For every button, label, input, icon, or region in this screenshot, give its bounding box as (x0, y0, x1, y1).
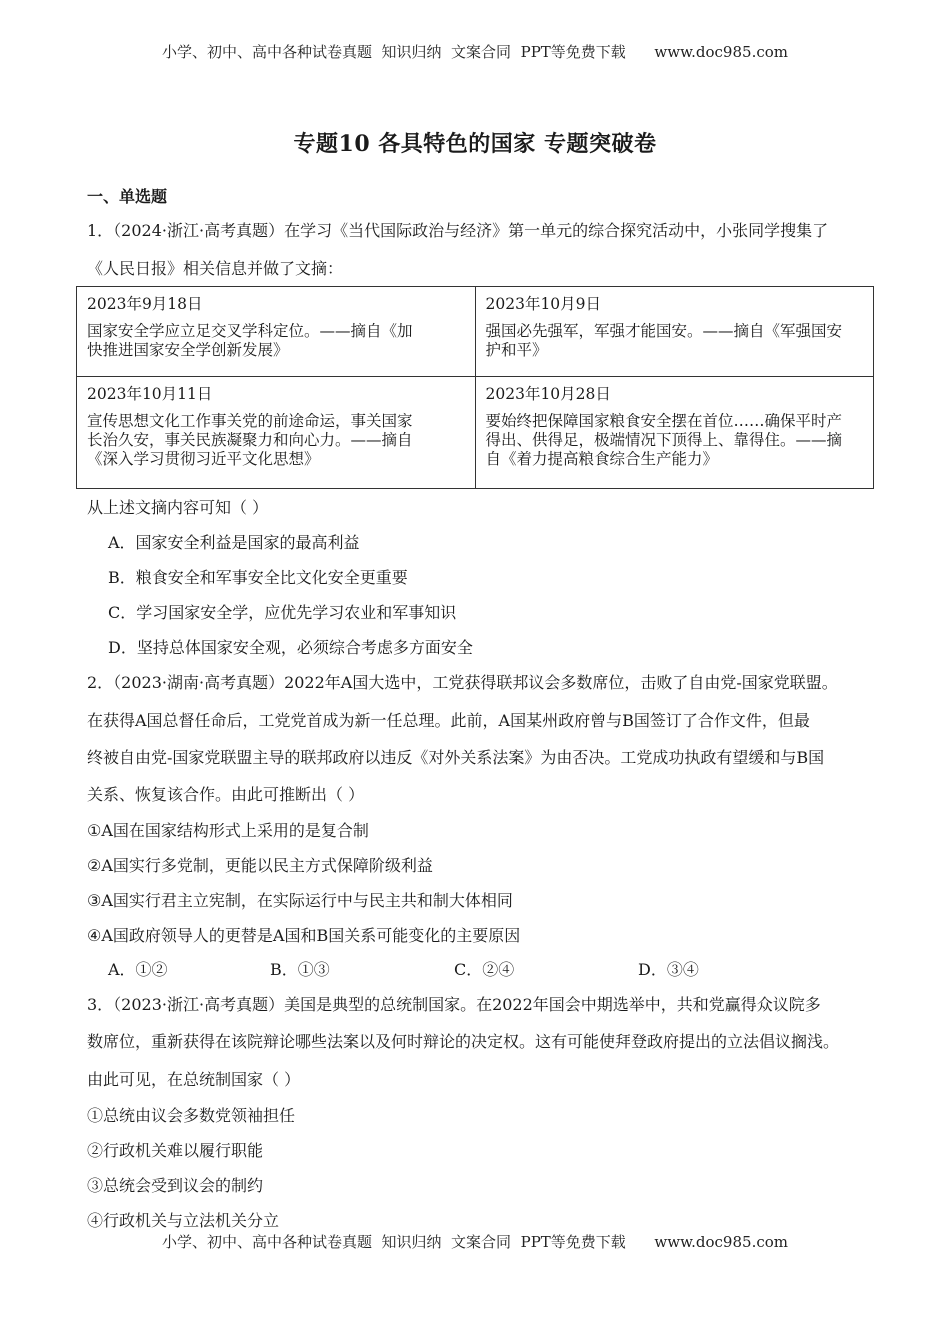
q3-statement-2: ②行政机关难以履行职能 (87, 1141, 264, 1160)
page-header: 小学、初中、高中各种试卷真题 知识归纳 文案合同 PPT等免费下载 www.doc985.com (161, 43, 788, 61)
excerpt-cell (77, 287, 476, 377)
q3-statement-3: ③总统会受到议会的制约 (87, 1176, 264, 1195)
q2-statement-3: ③A国实行君主立宪制，在实际运行中与民主共和制大体相同 (87, 891, 513, 910)
q2-choice-d: D．③④ (638, 960, 699, 979)
q2-statement-1: ①A国在国家结构形式上采用的是复合制 (87, 821, 369, 840)
excerpt-date: 2023年10月28日 (485, 385, 611, 403)
q2-stem-line-1: 2．（2023·湖南·高考真题）2022年A国大选中，工党获得联邦议会多数席位，击败了自由党-国家党联盟。 (87, 673, 838, 692)
excerpt-cell (77, 377, 476, 489)
document-title: 专题10 各具特色的国家 专题突破卷 (293, 131, 657, 157)
q1-option-a: A．国家安全利益是国家的最高利益 (108, 533, 360, 552)
q2-statement-2: ②A国实行多党制，更能以民主方式保障阶级利益 (87, 856, 433, 875)
q1-option-b: B．粮食安全和军事安全比文化安全更重要 (108, 568, 408, 587)
q1-stem-line-1: 1．（2024·浙江·高考真题）在学习《当代国际政治与经济》第一单元的综合探究活动中，小张同学搜集了 (87, 221, 829, 240)
page-footer: 小学、初中、高中各种试卷真题 知识归纳 文案合同 PPT等免费下载 www.doc985.com (161, 1233, 788, 1251)
q3-stem-line-2: 数席位，重新获得在该院辩论哪些法案以及何时辩论的决定权。这有可能使拜登政府提出的立法倡议搁浅。 (87, 1032, 840, 1051)
q1-excerpt-table (76, 286, 874, 489)
q1-option-c: C．学习国家安全学，应优先学习农业和军事知识 (108, 603, 457, 622)
q1-stem-line-2: 《人民日报》相关信息并做了文摘： (87, 259, 344, 278)
excerpt-date: 2023年10月11日 (87, 385, 213, 403)
q3-stem-line-1: 3．（2023·浙江·高考真题）美国是典型的总统制国家。在2022年国会中期选举中，共和党赢得众议院多 (87, 995, 821, 1014)
excerpt-cell (475, 287, 874, 377)
q2-stem-line-2: 在获得A国总督任命后，工党党首成为新一任总理。此前，A国某州政府曾与B国签订了合作文件，但最 (87, 711, 810, 730)
excerpt-text: 国家安全学应立足交叉学科定位。——摘自《加 快推进国家安全学创新发展》 (87, 322, 413, 359)
excerpt-text: 宣传思想文化工作事关党的前途命运，事关国家 长治久安，事关民族凝聚力和向心力。——摘自 《深入学习贯彻习近平文化思想》 (87, 412, 413, 468)
excerpt-date: 2023年9月18日 (87, 295, 203, 313)
q2-stem-line-3: 终被自由党-国家党联盟主导的联邦政府以违反《对外关系法案》为由否决。工党成功执政有望缓和与B国 (87, 748, 825, 767)
q3-statement-1: ①总统由议会多数党领袖担任 (87, 1106, 296, 1125)
q2-choice-c: C．②④ (454, 960, 515, 979)
q2-choice-a: A．①② (108, 960, 168, 979)
q1-prompt: 从上述文摘内容可知（ ） (87, 498, 269, 517)
q2-stem-line-4: 关系、恢复该合作。由此可推断出（ ） (87, 785, 365, 804)
excerpt-text: 强国必先强军，军强才能国安。——摘自《军强国安 护和平》 (485, 322, 843, 359)
section-heading: 一、单选题 (87, 187, 168, 206)
q2-statement-4: ④A国政府领导人的更替是A国和B国关系可能变化的主要原因 (87, 926, 521, 945)
q1-option-d: D．坚持总体国家安全观，必须综合考虑多方面安全 (108, 638, 473, 657)
excerpt-date: 2023年10月9日 (485, 295, 602, 313)
excerpt-text: 要始终把保障国家粮食安全摆在首位……确保平时产 得出、供得足，极端情况下顶得上、靠得住。——摘 自《着力提高粮食综合生产能力》 (485, 412, 843, 468)
q2-choice-b: B．①③ (270, 960, 330, 979)
q3-statement-4: ④行政机关与立法机关分立 (87, 1211, 280, 1230)
q3-stem-line-3: 由此可见，在总统制国家（ ） (87, 1070, 301, 1089)
excerpt-cell (475, 377, 874, 489)
